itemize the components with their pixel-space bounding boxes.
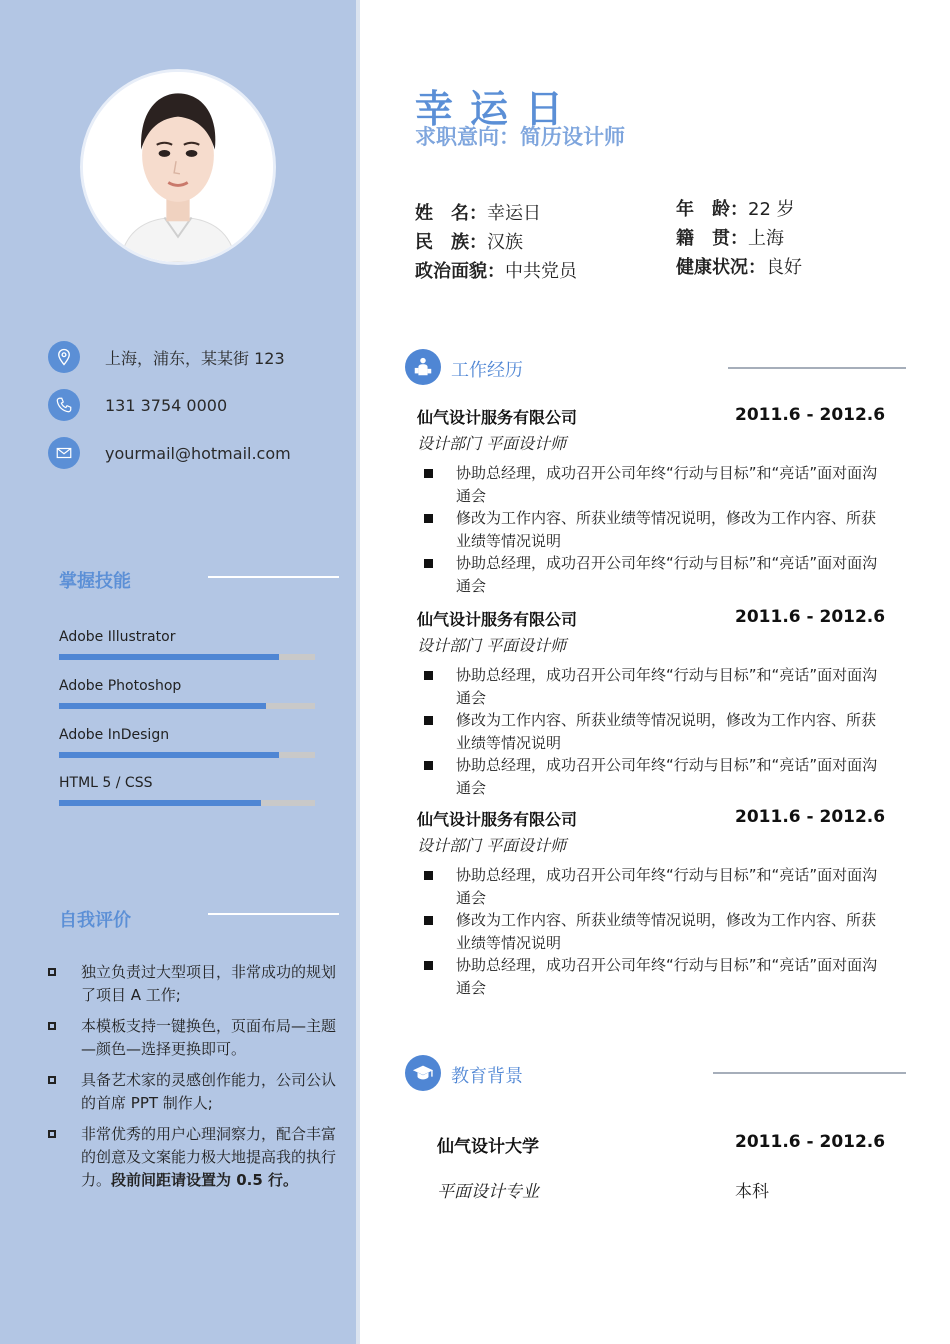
skill-item [59, 775, 315, 806]
company-name: 仙气设计服务有限公司 [417, 810, 578, 829]
education-period: 2011.6 - 2012.6 [735, 1132, 886, 1152]
job-duty: 协助总经理，成功召开公司年终“行动与目标”和“亮话”面对面沟通会 [417, 664, 882, 709]
job-entry [417, 405, 887, 597]
job-duty: 协助总经理，成功召开公司年终“行动与目标”和“亮话”面对面沟通会 [417, 954, 882, 999]
education-major: 平面设计专业 [437, 1182, 539, 1202]
company-name: 仙气设计服务有限公司 [417, 408, 578, 427]
education-degree: 本科 [735, 1182, 769, 1202]
skill-fill [59, 752, 279, 758]
self-eval-item [48, 1069, 340, 1115]
education-section-line [713, 1072, 906, 1074]
contact-phone [48, 388, 227, 422]
skill-track [59, 800, 315, 806]
info-hometown: 籍 贯：上海 [676, 228, 784, 249]
job-role: 设计部门 平面设计师 [417, 836, 567, 855]
job-period: 2011.6 - 2012.6 [735, 807, 886, 827]
skill-fill [59, 703, 266, 709]
info-age: 年 龄：22 岁 [676, 199, 795, 220]
self-eval-bold-note: 段前间距请设置为 0.5 行。 [111, 1171, 299, 1189]
candidate-name: 幸运日 [415, 87, 581, 131]
info-name: 姓 名：幸运日 [415, 203, 541, 224]
square-bullet-icon [48, 1076, 56, 1084]
skill-track [59, 703, 315, 709]
job-intent: 求职意向：简历设计师 [415, 125, 625, 149]
self-eval-item [48, 961, 340, 1007]
self-eval-title-line [208, 913, 339, 915]
skill-name: Adobe Illustrator [59, 629, 176, 645]
self-eval-text: 本模板支持一键换色，页面布局—主题—颜色—选择更换即可。 [81, 1017, 337, 1058]
skill-track [59, 752, 315, 758]
job-duty: 协助总经理，成功召开公司年终“行动与目标”和“亮话”面对面沟通会 [417, 462, 882, 507]
job-duty: 修改为工作内容、所获业绩等情况说明，修改为工作内容、所获业绩等情况说明 [417, 909, 882, 954]
email-text: yourmail@hotmail.com [105, 443, 291, 463]
envelope-icon [48, 437, 80, 469]
square-bullet-icon [48, 1130, 56, 1138]
job-entry [417, 607, 887, 799]
skills-title: 掌握技能 [59, 571, 131, 592]
skill-item [59, 678, 315, 709]
school-name: 仙气设计大学 [437, 1137, 539, 1157]
job-duty: 修改为工作内容、所获业绩等情况说明，修改为工作内容、所获业绩等情况说明 [417, 709, 882, 754]
job-entry [417, 807, 887, 999]
job-role: 设计部门 平面设计师 [417, 434, 567, 453]
job-duty: 协助总经理，成功召开公司年终“行动与目标”和“亮话”面对面沟通会 [417, 754, 882, 799]
location-pin-icon [48, 341, 80, 373]
skill-item [59, 629, 315, 660]
self-eval-text: 非常优秀的用户心理洞察力，配合丰富的创意及文案能力极大地提高我的执行力。段前间距请设置为 0.5 行。 [81, 1125, 337, 1189]
phone-icon [48, 389, 80, 421]
job-period: 2011.6 - 2012.6 [735, 607, 886, 627]
work-section-line [728, 367, 906, 369]
job-role: 设计部门 平面设计师 [417, 636, 567, 655]
skill-name: HTML 5 / CSS [59, 775, 153, 791]
profile-photo [80, 69, 276, 265]
self-eval-item [48, 1015, 340, 1061]
contact-email [48, 436, 291, 470]
sidebar-divider [356, 0, 360, 1344]
company-name: 仙气设计服务有限公司 [417, 610, 578, 629]
self-eval-text: 具备艺术家的灵感创作能力，公司公认的首席 PPT 制作人; [81, 1071, 337, 1112]
self-eval-title: 自我评价 [59, 910, 131, 931]
square-bullet-icon [48, 968, 56, 976]
info-health: 健康状况：良好 [676, 257, 802, 278]
work-section-title: 工作经历 [451, 360, 523, 381]
avatar-illustration [83, 72, 273, 262]
worker-icon [405, 349, 441, 385]
skill-fill [59, 800, 261, 806]
self-eval-text: 独立负责过大型项目，非常成功的规划了项目 A 工作; [81, 963, 337, 1004]
info-politics: 政治面貌：中共党员 [415, 261, 577, 282]
square-bullet-icon [48, 1022, 56, 1030]
contact-address [48, 340, 285, 374]
skill-item [59, 727, 315, 758]
skill-name: Adobe InDesign [59, 727, 170, 743]
job-duty: 修改为工作内容、所获业绩等情况说明，修改为工作内容、所获业绩等情况说明 [417, 507, 882, 552]
education-section-title: 教育背景 [451, 1066, 523, 1087]
self-eval-item [48, 1123, 340, 1192]
skills-title-line [208, 576, 339, 578]
job-duty: 协助总经理，成功召开公司年终“行动与目标”和“亮话”面对面沟通会 [417, 864, 882, 909]
phone-text: 131 3754 0000 [105, 395, 228, 415]
skill-fill [59, 654, 279, 660]
info-ethnicity: 民 族：汉族 [415, 232, 523, 253]
job-period: 2011.6 - 2012.6 [735, 405, 886, 425]
graduation-cap-icon [405, 1055, 441, 1091]
skill-name: Adobe Photoshop [59, 678, 182, 694]
skill-track [59, 654, 315, 660]
address-text: 上海，浦东，某某街 123 [105, 348, 285, 368]
job-duty: 协助总经理，成功召开公司年终“行动与目标”和“亮话”面对面沟通会 [417, 552, 882, 597]
